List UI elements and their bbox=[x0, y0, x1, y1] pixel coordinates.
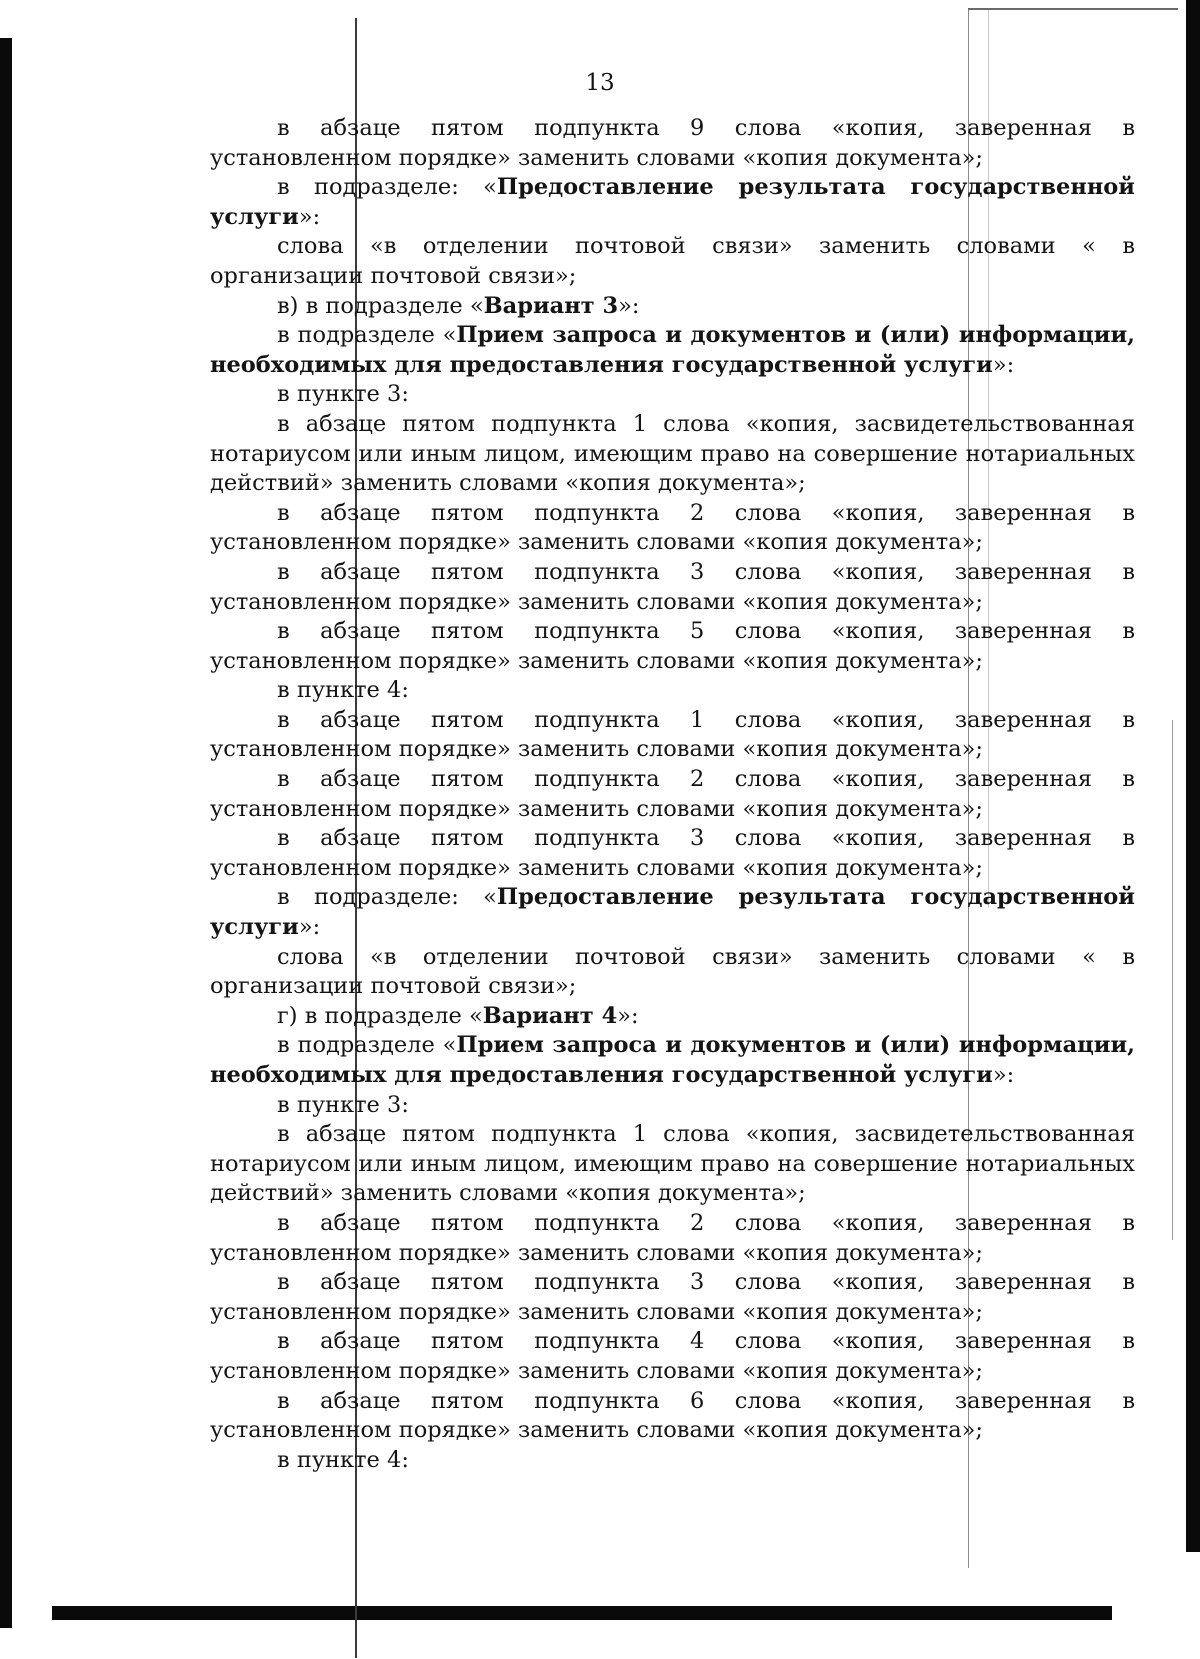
paragraph: в абзаце пятом подпункта 3 слова «копия, заверенная в установленном порядке» заменить словами «копия документа»; bbox=[210, 825, 1135, 881]
paragraph: в пункте 4: bbox=[277, 1446, 409, 1473]
scan-fold-line bbox=[1172, 720, 1173, 1240]
text: г) в подразделе « bbox=[277, 1002, 483, 1029]
text: »: bbox=[298, 203, 321, 230]
scan-edge-bottom bbox=[52, 1606, 1112, 1620]
paragraph: в абзаце пятом подпункта 4 слова «копия, заверенная в установленном порядке» заменить словами «копия документа»; bbox=[210, 1328, 1135, 1384]
subsection-heading bbox=[210, 1002, 1135, 1032]
paragraph: в абзаце пятом подпункта 1 слова «копия, засвидетельствованная нотариусом или иным лицом, имеющим право на совершение нотариальных действий» заменить словами «копия документа»; bbox=[210, 410, 1135, 497]
page-number: 13 bbox=[585, 70, 615, 96]
paragraph: слова «в отделении почтовой связи» заменить словами « в организации почтовой связи»; bbox=[210, 233, 1135, 289]
paragraph: в пункте 4: bbox=[277, 677, 409, 704]
paragraph: в абзаце пятом подпункта 6 слова «копия, заверенная в установленном порядке» заменить словами «копия документа»; bbox=[210, 1387, 1135, 1444]
scan-fold-line bbox=[968, 8, 1178, 10]
bold-text: Прием запроса и документов и (или) информации, необходимых для предоставления государственной услуги bbox=[210, 322, 1135, 378]
text: в подразделе: « bbox=[277, 174, 497, 201]
subsection-heading bbox=[210, 883, 1135, 942]
bold-text: Предоставление результата государственной услуги bbox=[210, 174, 1135, 230]
text: »: bbox=[617, 1002, 639, 1029]
subsection-heading bbox=[210, 173, 1135, 232]
paragraph: в абзаце пятом подпункта 1 слова «копия, заверенная в установленном порядке» заменить словами «копия документа»; bbox=[210, 706, 1135, 763]
subsection-heading bbox=[210, 292, 1135, 322]
subsection-heading bbox=[210, 321, 1135, 380]
text: »: bbox=[618, 292, 640, 319]
bold-text: Вариант 4 bbox=[482, 1002, 618, 1029]
bold-text: Прием запроса и документов и (или) информации, необходимых для предоставления государственной услуги bbox=[210, 1032, 1135, 1088]
text: в подразделе: « bbox=[277, 884, 497, 911]
paragraph: в абзаце пятом подпункта 3 слова «копия, заверенная в установленном порядке» заменить словами «копия документа»; bbox=[210, 558, 1135, 615]
paragraph: в абзаце пятом подпункта 3 слова «копия, заверенная в установленном порядке» заменить словами «копия документа»; bbox=[210, 1269, 1135, 1325]
text: »: bbox=[992, 1062, 1015, 1088]
paragraph: в абзаце пятом подпункта 2 слова «копия, заверенная в установленном порядке» заменить словами «копия документа»; bbox=[210, 1209, 1135, 1266]
document-body bbox=[210, 114, 1135, 1475]
bold-text: Вариант 3 bbox=[483, 292, 619, 319]
scan-edge-left bbox=[0, 38, 12, 1628]
text: в подразделе « bbox=[277, 1032, 457, 1059]
text: »: bbox=[992, 351, 1015, 378]
subsection-heading bbox=[210, 1031, 1135, 1090]
paragraph: в абзаце пятом подпункта 1 слова «копия, засвидетельствованная нотариусом или иным лицом, имеющим право на совершение нотариальных действий» заменить словами «копия документа»; bbox=[210, 1121, 1135, 1207]
paragraph: в абзаце пятом подпункта 5 слова «копия, заверенная в установленном порядке» заменить словами «копия документа»; bbox=[210, 618, 1135, 674]
paragraph: в абзаце пятом подпункта 9 слова «копия, заверенная в установленном порядке» заменить словами «копия документа»; bbox=[210, 115, 1135, 171]
bold-text: Предоставление результата государственной услуги bbox=[210, 884, 1135, 941]
text: в) в подразделе « bbox=[277, 292, 484, 319]
scan-edge-right bbox=[1186, 0, 1200, 1552]
text: »: bbox=[298, 914, 321, 941]
text: в подразделе « bbox=[277, 322, 457, 349]
paragraph: в абзаце пятом подпункта 2 слова «копия, заверенная в установленном порядке» заменить словами «копия документа»; bbox=[210, 766, 1135, 822]
paragraph: в пункте 3: bbox=[277, 381, 409, 408]
paragraph: в абзаце пятом подпункта 2 слова «копия, заверенная в установленном порядке» заменить словами «копия документа»; bbox=[210, 499, 1135, 556]
paragraph: в пункте 3: bbox=[277, 1091, 409, 1118]
paragraph: слова «в отделении почтовой связи» заменить словами « в организации почтовой связи»; bbox=[210, 943, 1135, 1000]
